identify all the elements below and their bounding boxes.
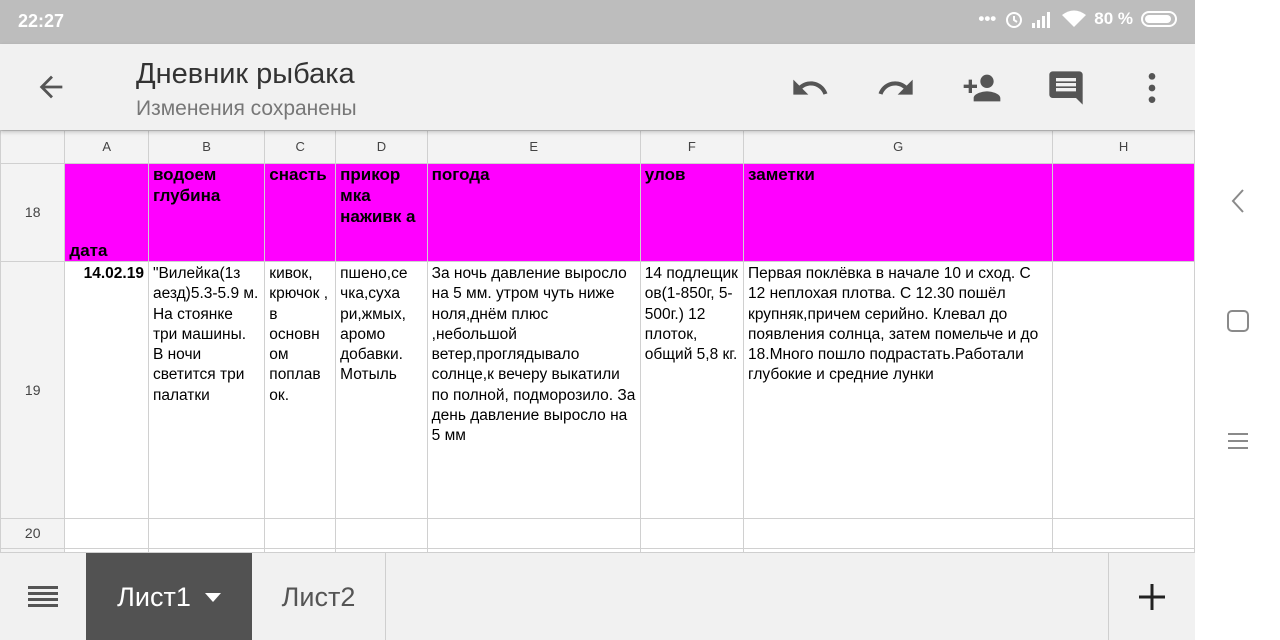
spreadsheet-grid[interactable] (0, 130, 1195, 552)
cell-b20[interactable] (148, 519, 264, 549)
cell-f20[interactable] (640, 519, 743, 549)
cell-d19[interactable]: пшено,се чка,суха ри,жмых, аромо добавки. Мотыль (336, 262, 428, 519)
signal-icon (1032, 10, 1054, 28)
cell-e18[interactable]: погода (427, 164, 640, 262)
system-navigation-bar (1195, 0, 1280, 640)
column-header-f[interactable]: F (640, 131, 743, 164)
battery-icon (1141, 11, 1177, 27)
cell-e19[interactable]: За ночь давление выросло на 5 мм. утром чуть ниже ноля,днём плюс ,небольшой ветер,проглядывало солнце,к вечеру выкатили по полной, подморозило. За день давление выросло на 5 мм (427, 262, 640, 519)
save-status: Изменения сохранены (136, 97, 357, 120)
more-vert-icon (1132, 68, 1172, 108)
status-bar (0, 0, 1195, 44)
cell-c19[interactable]: кивок, крючок , в основн ом поплав ок. (265, 262, 336, 519)
chevron-down-icon (205, 593, 221, 602)
column-header-d[interactable]: D (336, 131, 428, 164)
home-nav-icon (1226, 309, 1250, 333)
row-header-19[interactable]: 19 (1, 262, 65, 519)
redo-icon (876, 68, 916, 108)
table-row (1, 164, 1195, 262)
cell-g18[interactable]: заметки (744, 164, 1053, 262)
cell-b18[interactable]: водоем глубина (148, 164, 264, 262)
cell-f19[interactable]: 14 подлещик ов(1-850г, 5- 500г.) 12 плоток, общий 5,8 кг. (640, 262, 743, 519)
add-person-icon (962, 68, 1002, 108)
select-all-corner[interactable] (1, 131, 65, 164)
sheet-list-menu-icon[interactable] (28, 585, 58, 609)
cell-h20[interactable] (1053, 519, 1195, 549)
undo-icon (790, 68, 830, 108)
cell-d18[interactable]: прикор мка наживк а (336, 164, 428, 262)
status-time: 22:27 (18, 11, 65, 31)
back-arrow-icon[interactable] (34, 70, 68, 104)
plus-icon (1139, 584, 1165, 610)
column-header-e[interactable]: E (427, 131, 640, 164)
add-sheet-button[interactable] (1108, 553, 1195, 640)
more-options-button[interactable] (1132, 68, 1172, 108)
table-row (1, 519, 1195, 549)
recents-nav-icon (1226, 430, 1250, 452)
share-button[interactable] (962, 68, 1002, 108)
redo-button[interactable] (876, 68, 916, 108)
column-header-row (1, 131, 1195, 164)
cell-g19[interactable]: Первая поклёвка в начале 10 и сход. С 12 неплохая плотва. С 12.30 пошёл крупняк,причем серийно. Клевал до появления солнца, затем помельче и до 18.Много пошло подрастать.Работали глубокие и средние лунки (744, 262, 1053, 519)
sheet-tab-label: Лист1 (117, 581, 191, 612)
comment-icon (1046, 68, 1086, 108)
column-header-c[interactable]: C (265, 131, 336, 164)
cell-f18[interactable]: улов (640, 164, 743, 262)
row-header-18[interactable]: 18 (1, 164, 65, 262)
sheet-tab-active[interactable] (86, 553, 252, 640)
cell-a19[interactable]: 14.02.19 (65, 262, 149, 519)
home-nav-button[interactable] (1223, 306, 1253, 336)
sheet-tab-label: Лист2 (281, 581, 356, 612)
cell-h19[interactable] (1053, 262, 1195, 519)
battery-percent: 80 % (1094, 9, 1133, 28)
row-header-20[interactable]: 20 (1, 519, 65, 549)
column-header-b[interactable]: B (148, 131, 264, 164)
back-nav-icon (1230, 188, 1246, 214)
sheet-tab[interactable] (252, 553, 386, 640)
app-bar (0, 44, 1195, 130)
wifi-icon (1062, 10, 1086, 28)
table-row (1, 262, 1195, 519)
back-nav-button[interactable] (1223, 186, 1253, 216)
column-header-g[interactable]: G (744, 131, 1053, 164)
cell-d20[interactable] (336, 519, 428, 549)
cell-e20[interactable] (427, 519, 640, 549)
comments-button[interactable] (1046, 68, 1086, 108)
cell-c18[interactable]: снасть (265, 164, 336, 262)
more-dots-icon: ••• (978, 9, 997, 28)
undo-button[interactable] (790, 68, 830, 108)
cell-b19[interactable]: "Вилейка(1з аезд)5.3-5.9 м. На стоянке три машины. В ночи светится три палатки (148, 262, 264, 519)
cell-a20[interactable] (65, 519, 149, 549)
cell-c20[interactable] (265, 519, 336, 549)
sheet-table (0, 130, 1195, 552)
alarm-icon (1004, 9, 1024, 29)
cell-h18[interactable] (1053, 164, 1195, 262)
document-title[interactable]: Дневник рыбака (136, 58, 355, 90)
column-header-a[interactable]: A (65, 131, 149, 164)
recents-nav-button[interactable] (1223, 426, 1253, 456)
cell-g20[interactable] (744, 519, 1053, 549)
status-icons (978, 9, 1177, 29)
cell-a18[interactable]: дата (65, 164, 149, 262)
column-header-h[interactable]: H (1053, 131, 1195, 164)
sheet-tab-bar (0, 552, 1195, 640)
